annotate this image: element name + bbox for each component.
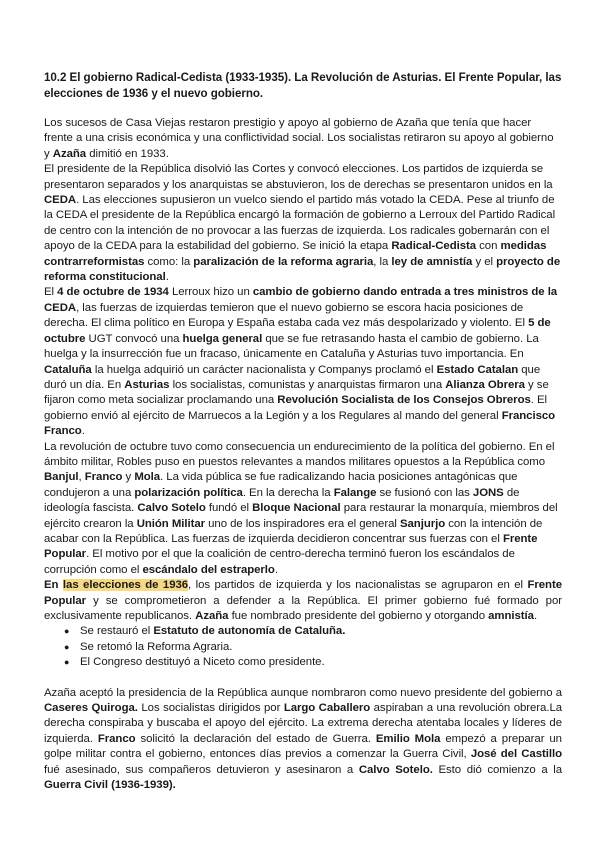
bold-term: Cataluña <box>44 363 92 376</box>
bold-term: CEDA <box>44 194 77 207</box>
bold-term: Frente Popular <box>44 532 538 561</box>
bold-term: Azaña <box>195 610 229 622</box>
bold-term: Sanjurjo <box>399 517 446 530</box>
bold-term: proyecto de reforma constitucional <box>44 255 561 284</box>
bold-term: JONS <box>472 486 504 499</box>
bold-term: Calvo Sotelo <box>137 502 206 515</box>
bold-term: Bloque Nacional <box>252 502 341 515</box>
bold-term: José del Castillo <box>470 748 562 761</box>
bold-term: Revolución Socialista de los Consejos Obreros <box>277 394 531 407</box>
bold-term: cambio de gobierno dando entrada a tres ministros de la CEDA <box>44 286 558 314</box>
bold-term: huelga general <box>182 332 263 345</box>
bold-term: Francisco Franco <box>44 409 556 438</box>
bold-term: Estado Catalan <box>436 363 519 376</box>
bold-term: amnistía <box>488 610 534 622</box>
measures-list <box>44 624 562 670</box>
bold-term: Asturias <box>124 378 170 391</box>
bold-term: Alianza Obrera <box>445 378 525 391</box>
document-body <box>44 116 562 793</box>
text-en: En <box>44 579 59 592</box>
bold-term: Calvo Sotelo. <box>358 763 433 776</box>
paragraph-octubre-1934: El 4 de octubre de 1934 Lerroux hizo un cambio de gobierno dando entrada a tres ministros de la CEDA, las fuerzas de izquierdas temieron que el nuevo gobierno se escora hacia posiciones de derecha. El clima político en Europa y España estaba cada vez más despolarizado y violento. El 5 de octubre UGT convocó una huelga general que se fue retrasando hasta el cambio de gobierno. La huelga y la insurrección fue un fracaso, únicamente en Cataluña y Asturias tuvo importancia. En Cataluña la huelga adquirió un carácter nacionalista y Companys proclamó el Estado Catalan que duró un día. En Asturias los socialistas, comunistas y anarquistas firmaron una Alianza Obrera y se fijaron como meta socializar proclamando una Revolución Socialista de los Consejos Obreros. El gobierno envió al ejército de Marruecos a la Legión y a los Regulares al mando del general Francisco Franco. <box>44 286 558 438</box>
bold-term: Caseres Quiroga. <box>44 702 138 715</box>
bold-term: Falange <box>333 486 377 499</box>
bold-term: ley de amnistía <box>391 255 473 268</box>
bold-term: paralización de la reforma agraria <box>193 255 374 268</box>
bold-term: Franco <box>84 471 123 484</box>
bold-term: escándalo del estraperlo <box>142 563 275 576</box>
list-item: ● El Congreso destituyó a Niceto como presidente. <box>64 655 562 670</box>
bold-term: 5 de octubre <box>44 317 551 345</box>
bold-term: Largo Caballero <box>283 702 371 715</box>
paragraph-elecciones-1936 <box>44 578 562 624</box>
bold-term: Emilio Mola <box>375 732 441 745</box>
page-title: 10.2 El gobierno Radical-Cedista (1933-1935). La Revolución de Asturias. El Frente Popular, las elecciones de 1936 y el nuevo gobierno. <box>44 71 562 100</box>
bold-term: polarización política <box>134 486 243 499</box>
list-item: ● Se restauró el Estatuto de autonomía de Cataluña. <box>64 624 562 639</box>
bold-term: Frente Popular <box>44 579 562 607</box>
bold-term: Radical-Cedista <box>391 240 477 253</box>
paragraph-casas-viejas: Los sucesos de Casa Viejas restaron prestigio y apoyo al gobierno de Azaña que tenía que hacer frente a una crisis económica y una conflictividad social. Los socialistas retiraron su apoyo al gobierno y Azaña dimitió en 1933. <box>44 117 554 160</box>
bold-term: Estatuto de autonomía de Cataluña. <box>153 625 346 638</box>
paragraph-elecciones-1936-rest: , los partidos de izquierda y los nacionalistas se agruparon en el Frente Popular y se comprometieron a defender a la República. El primer gobierno fué formado por exclusivamente republicanos. Azaña fue nombrado presidente del gobierno y otorgando amnistía. <box>44 579 562 622</box>
bold-term: medidas contrarreformistas <box>44 240 547 268</box>
list-item: ● Se retomó la Reforma Agraria. <box>64 640 562 655</box>
spacer <box>44 671 562 686</box>
bold-term: Unión Militar <box>136 517 206 530</box>
bold-term: Guerra Civil (1936-1939). <box>44 779 176 792</box>
highlighted-text: las elecciones de 1936 <box>62 579 189 592</box>
bold-term: Franco <box>97 732 136 745</box>
paragraph-elecciones-1933: El presidente de la República disolvió las Cortes y convocó elecciones. Los partidos de izquierda se presentaron separados y los anarquistas se abstuvieron, los de derechas se presentaron unidos en la CEDA. Las elecciones supusieron un vuelco siendo el partido más votado la CEDA. Pese al triunfo de la CEDA el presidente de la República encargó la formación de gobierno a Lerroux del Partido Radical de centro con la intención de no provocar a las fuerzas de izquierda. Los radicales gobernarán con el apoyo de la CEDA para la estabilidad del gobierno. Se inició la etapa Radical-Cedista con medidas contrarreformistas como: la paralización de la reforma agraria, la ley de amnistía y el proyecto de reforma constitucional. <box>44 163 561 284</box>
bold-term: Banjul <box>44 471 79 484</box>
paragraph-guerra-civil: Azaña aceptó la presidencia de la República aunque nombraron como nuevo presidente del gobierno a Caseres Quiroga. Los socialistas dirigidos por Largo Caballero aspiraban a una revolución obrera.La derecha conspiraba y buscaba el apoyo del ejército. La extrema derecha atentaba locales y líderes de izquierda. Franco solicitó la declaración del estado de Guerra. Emilio Mola empezó a preparar un golpe militar contra el gobierno, entonces días previos a comenzar la Guerra Civil, José del Castillo fué asesinado, sus compañeros detuvieron y asesinaron a Calvo Sotelo. Esto dió comienzo a la Guerra Civil (1936-1939). <box>44 686 563 792</box>
bold-term: 4 de octubre de 1934 <box>57 286 169 299</box>
paragraph-endurecimiento: La revolución de octubre tuvo como consecuencia un endurecimiento de la política del gobierno. En el ámbito militar, Robles puso en puestos relevantes a mandos militares opuestos a la República como Banjul, Franco y Mola. La vida pública se fue radicalizando hacia posiciones antagónicas que condujeron a una polarización política. En la derecha la Falange se fusionó con las JONS de ideología fascista. Calvo Sotelo fundó el Bloque Nacional para restaurar la monarquía, miembros del ejército crearon la Unión Militar uno de los inspiradores era el general Sanjurjo con la intención de acabar con la República. Las fuerzas de izquierda decidieron concentrar sus fuerzas con el Frente Popular. El motivo por el que la coalición de centro-derecha terminó fueron los escándalos de corrupción como el escándalo del estraperlo. <box>44 440 558 576</box>
bold-term: Azaña <box>52 147 87 160</box>
bold-term: Mola <box>134 471 161 484</box>
